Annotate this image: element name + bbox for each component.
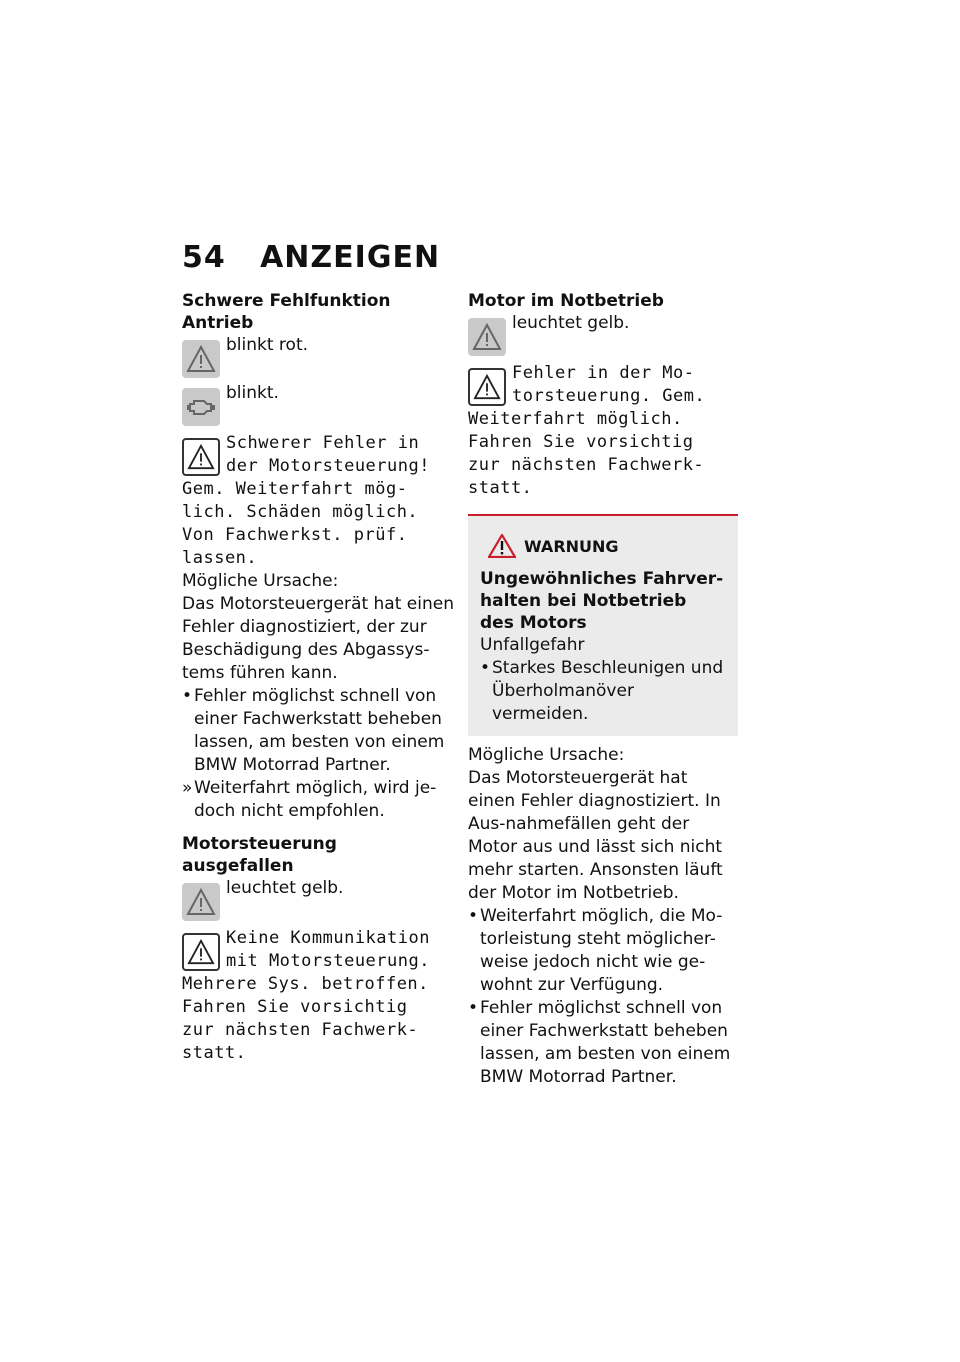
- indicator-row: [182, 382, 454, 426]
- display-message-text: Mehrere Sys. betroffen. Fahren Sie vorsichtig zur nächsten Fachwerk- statt.: [182, 974, 429, 1063]
- warning-risk: Unfallgefahr: [480, 635, 585, 655]
- right-column: [468, 290, 738, 1089]
- indicator-text: blinkt.: [226, 383, 279, 403]
- indicator-text: leuchtet gelb.: [512, 313, 630, 333]
- indicator-text: blinkt rot.: [226, 335, 309, 355]
- warning-heading: Ungewöhnliches Fahrver-halten bei Notbetrieb des Motors: [480, 569, 724, 633]
- display-message-row: [182, 927, 454, 973]
- section-heading: Motorsteuerung ausgefallen: [182, 834, 337, 876]
- display-message-row: [182, 432, 454, 478]
- page-number: 54: [182, 240, 226, 275]
- display-message-line: Keine Kommunikation: [226, 928, 430, 948]
- indicator-row: [182, 877, 454, 921]
- display-message-line: mit Motorsteuerung.: [226, 951, 430, 971]
- page-title: [182, 240, 440, 275]
- cause-label: Mögliche Ursache:: [468, 745, 625, 765]
- warning-title: [488, 534, 726, 558]
- list-item: • Fehler möglichst schnell von einer Fachwerkstatt beheben lassen, am besten von einem BMW Motorrad Partner.: [182, 685, 454, 777]
- warning-list: [480, 657, 726, 726]
- action-list: [468, 905, 738, 1089]
- left-column: [182, 290, 454, 1065]
- display-message-text: Weiterfahrt möglich. Fahren Sie vorsichtig zur nächsten Fachwerk- statt.: [468, 409, 705, 498]
- list-item: • Starkes Beschleunigen und Überholmanöver vermeiden.: [480, 657, 726, 726]
- warning-box: [468, 514, 738, 736]
- display-message-line: Schwerer Fehler in: [226, 433, 420, 453]
- section-heading: Schwere Fehlfunktion Antrieb: [182, 291, 391, 333]
- warning-triangle-icon: [182, 340, 220, 378]
- result-list: [182, 777, 454, 823]
- warning-triangle-icon: [468, 318, 506, 356]
- warning-triangle-icon: [182, 883, 220, 921]
- cause-text: Das Motorsteuergerät hat einen Fehler diagnostiziert. In Aus-nahmefällen geht der Motor aus und lässt sich nicht mehr starten. Ansonsten läuft der Motor im Notbetrieb.: [468, 768, 723, 903]
- indicator-text: leuchtet gelb.: [226, 878, 344, 898]
- display-message-line: der Motorsteuerung!: [226, 456, 430, 476]
- warning-exclamation-icon: [488, 534, 516, 558]
- indicator-row: [468, 312, 738, 356]
- warning-triangle-icon: [182, 438, 220, 476]
- display-message-text: Gem. Weiterfahrt mög- lich. Schäden möglich. Von Fachwerkst. prüf. lassen.: [182, 479, 419, 568]
- chapter-title: ANZEIGEN: [260, 240, 441, 275]
- action-list: [182, 685, 454, 777]
- indicator-row: [182, 334, 454, 378]
- display-message-line: torsteuerung. Gem.: [512, 386, 706, 406]
- warning-triangle-icon: [468, 368, 506, 406]
- warning-triangle-icon: [182, 933, 220, 971]
- display-message-line: Fehler in der Mo-: [512, 363, 695, 383]
- cause-label: Mögliche Ursache:: [182, 571, 339, 591]
- list-item: • Weiterfahrt möglich, die Mo-torleistung steht möglicher-weise jedoch nicht wie ge-wohnt zur Verfügung.: [468, 905, 738, 997]
- display-message-row: [468, 362, 738, 408]
- list-item: » Weiterfahrt möglich, wird je-doch nicht empfohlen.: [182, 777, 454, 823]
- engine-icon: [182, 388, 220, 426]
- list-item: • Fehler möglichst schnell von einer Fachwerkstatt beheben lassen, am besten von einem BMW Motorrad Partner.: [468, 997, 738, 1089]
- cause-text: Das Motorsteuergerät hat einen Fehler diagnostiziert, der zur Beschädigung des Abgassys-tems führen kann.: [182, 594, 454, 683]
- section-heading: Motor im Notbetrieb: [468, 291, 664, 311]
- warning-label: WARNUNG: [524, 536, 619, 556]
